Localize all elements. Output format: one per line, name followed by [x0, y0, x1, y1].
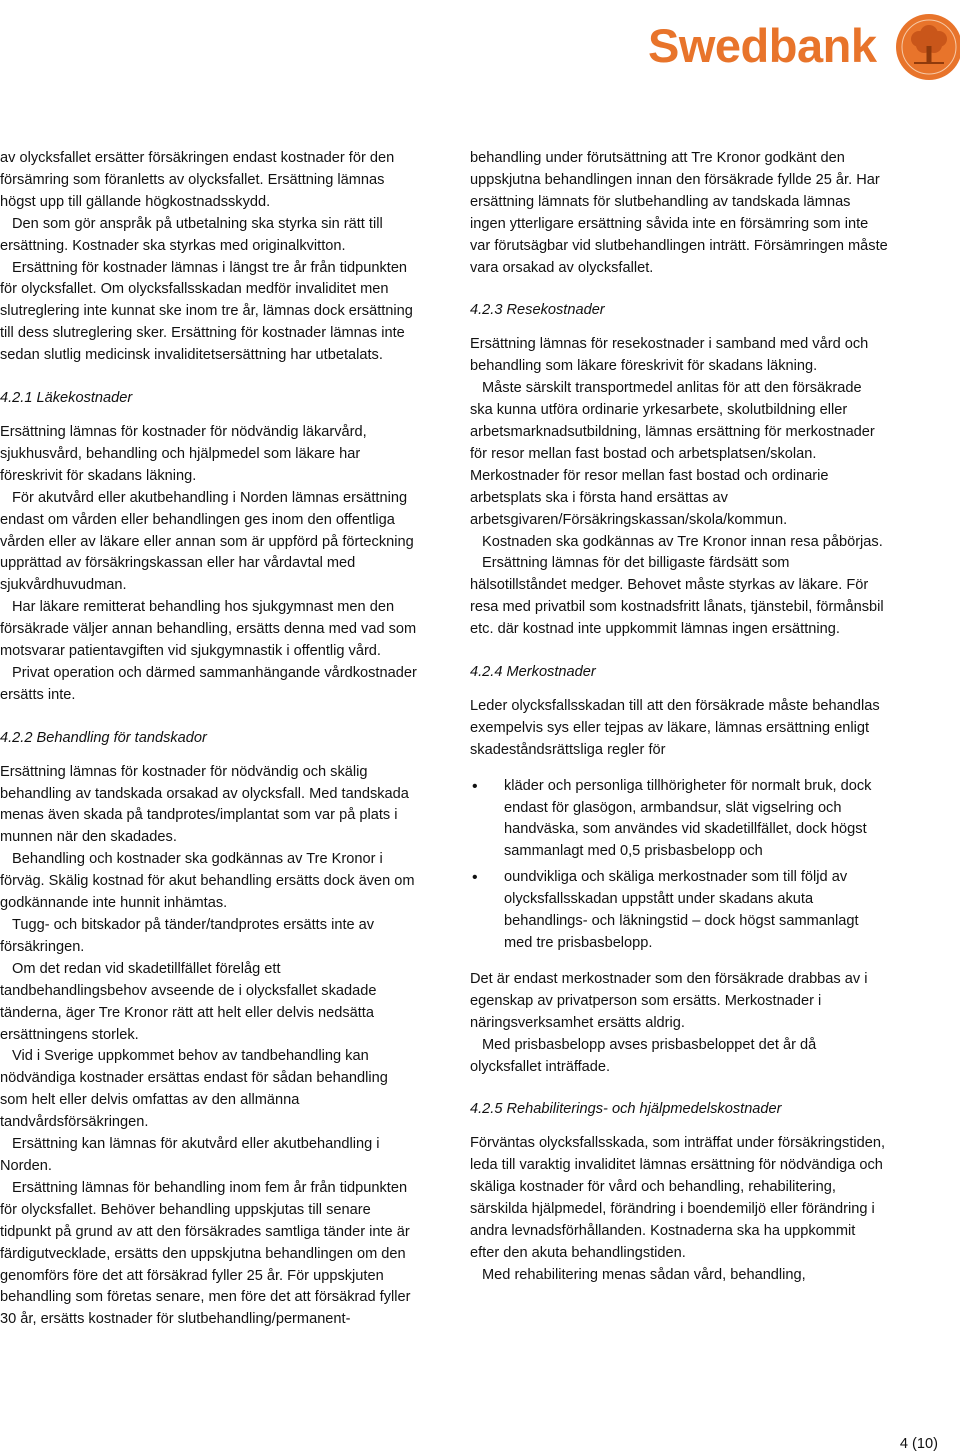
paragraph: Det är endast merkostnader som den försäkrade drabbas av i egenskap av privatperson som ersätts. Merkostnader i näringsverksamhet ersätts aldrig.: [470, 970, 868, 1031]
page-number: 4 (10): [899, 1436, 938, 1452]
section-heading: 4.2.2 Behandling för tandskador: [0, 729, 207, 746]
paragraph: Leder olycksfallsskadan till att den försäkrade måste behandlas exempelvis sys eller tejpas av läkare, lämnas ersättning enligt skadeståndsrättsliga regler för: [470, 697, 880, 758]
section-heading: 4.2.3 Resekostnader: [470, 302, 605, 319]
paragraph: Måste särskilt transportmedel anlitas för att den försäkrade ska kunna utföra ordinarie yrkesarbete, skolutbildning eller arbetsmarknadsutbildning, lämnas ersättning för merkostnader för resor mellan fast bostad och arbetsplatsen/skolan. Merkostnader för resor mellan fast bostad och ordinarie arbetsplats ska i första hand ersättas av arbetsgivaren/Försäkringskassan/skola/kommun.: [470, 380, 875, 528]
paragraph: Ersättning för kostnader lämnas i längst tre år från tidpunkten för olycksfallet. Om olycksfallsskadan medför invaliditet men slutreglering inte kunnat ske inom tre år, lämnas dock ersättning till dess slutreglering sker. Ersättning för kostnader lämnas inte sedan slutlig medicinsk invaliditetsersättning har utbetalats.: [0, 259, 413, 364]
paragraph: Den som gör anspråk på utbetalning ska styrka sin rätt till ersättning. Kostnader ska styrkas med originalkvitton.: [0, 215, 383, 254]
list-item: • kläder och personliga tillhörigheter för normalt bruk, dock endast för glasögon, armbandsur, slät vigselring och handväska, som användes vid skadetillfället, dock högst sammanlagt med 0,5 prisbasbelopp och: [470, 776, 888, 864]
paragraph: Om det redan vid skadetillfället förelåg ett tandbehandlingsbehov avseende de i olycksfallet skadade tänderna, äger Tre Kronor rätt att helt eller delvis nedsätta ersättningens storlek.: [0, 960, 377, 1043]
bullet-list: [470, 776, 888, 955]
paragraph: Ersättning lämnas för det billigaste färdsätt som hälsotillståndet medger. Behovet måste styrkas av läkare. För resa med privatbil som kostnadsfritt lånats, tjänstebil, förmånsbil etc. där kostnad inte uppkommit lämnas ingen ersättning.: [470, 555, 884, 638]
brand-name: Swedbank: [648, 19, 877, 72]
section-heading: 4.2.1 Läkekostnader: [0, 390, 133, 407]
paragraph: behandling under förutsättning att Tre Kronor godkänt den uppskjutna behandlingen innan den försäkrade fyllde 25 år. Har ersättning lämnats för slutbehandling av tandskada lämnas ingen ytterligare ersättning såvida inte en försämring som inte var förutsägbar vid slutbehandlingen inträtt. Försämringen måste vara orsakad av olycksfallet.: [470, 150, 888, 276]
paragraph: Ersättning lämnas för kostnader för nödvändig och skälig behandling av tandskada orsakad av olycksfall. Med tandskada menas även skada på tandprotes/implantat som var på plats i munnen när den skadades.: [0, 763, 409, 846]
section-heading: 4.2.5 Rehabiliterings- och hjälpmedelskostnader: [470, 1101, 782, 1118]
paragraph: Behandling och kostnader ska godkännas av Tre Kronor i förväg. Skälig kostnad för akut behandling ersätts dock även om godkännande inte hunnit inhämtas.: [0, 851, 415, 912]
paragraph: Ersättning kan lämnas för akutvård eller akutbehandling i Norden.: [0, 1136, 380, 1174]
list-item: • oundvikliga och skäliga merkostnader som till följd av olycksfallsskadan uppstått under skadans akuta behandlings- och läkningstid – dock högst sammanlagt med tre prisbasbelopp.: [470, 867, 888, 955]
paragraph: Vid i Sverige uppkommet behov av tandbehandling kan nödvändiga kostnader ersättas endast för sådan behandling som helt eller delvis omfattas av den allmänna tandvårdsförsäkringen.: [0, 1048, 388, 1131]
paragraph: Ersättning lämnas för behandling inom fem år från tidpunkten för olycksfallet. Behöver behandling uppskjutas till senare tidpunkt på grund av att den försäkrades samtliga tänder inte är färdigutvecklade, ersätts den uppskjutna behandlingen om den genomförs före det att försäkrad fyller 25 år. För uppskjuten behandling som företas senare, men före det att försäkrad fyller 30 år, ersätts kostnader för slutbehandling/permanent-: [0, 1179, 411, 1328]
paragraph: Privat operation och därmed sammanhängande vårdkostnader ersätts inte.: [0, 664, 417, 703]
paragraph: Med prisbasbelopp avses prisbasbeloppet det år då olycksfallet inträffade.: [470, 1036, 817, 1075]
left-column: [0, 148, 418, 1331]
section-heading: 4.2.4 Merkostnader: [470, 664, 596, 681]
paragraph: För akutvård eller akutbehandling i Norden lämnas ersättning endast om vården eller behandlingen ges inom den offentliga vården eller av läkare eller annan som är uppförd på förteckning upprättad av försäkringskassan eller har vårdavtal med sjukvårdhuvudman.: [0, 489, 414, 594]
oak-tree-emblem-icon: [894, 12, 960, 82]
paragraph: Förväntas olycksfallsskada, som inträffat under försäkringstiden, leda till varaktig invaliditet lämnas ersättning för nödvändiga och skäliga kostnader för vård och behandling, rehabilitering, särskilda hjälpmedel, förändring i boendemiljö eller förändring i andra levnadsförhållanden. Kostnaderna ska ha uppkommit efter den akuta behandlingstiden.: [470, 1135, 886, 1261]
paragraph: Ersättning lämnas för resekostnader i samband med vård och behandling som läkare föreskrivit för skadans läkning.: [470, 336, 869, 375]
paragraph: Har läkare remitterat behandling hos sjukgymnast men den försäkrade väljer annan behandling, ersätts denna med vad som motsvarar patientavgiften vid sjukgymnastik i offentlig vård.: [0, 599, 417, 660]
paragraph: av olycksfallet ersätter försäkringen endast kostnader för den försämring som föranletts av olycksfallet. Ersättning lämnas högst upp till gällande högkostnadsskydd.: [0, 150, 395, 210]
right-column: [470, 148, 888, 1287]
paragraph: Kostnaden ska godkännas av Tre Kronor innan resa påbörjas.: [482, 533, 883, 550]
paragraph: Tugg- och bitskador på tänder/tandprotes ersätts inte av försäkringen.: [0, 917, 375, 955]
swedbank-logo: [640, 10, 960, 84]
paragraph: Ersättning lämnas för kostnader för nödvändig läkarvård, sjukhusvård, behandling och hjälpmedel som läkare har föreskrivit för skadans läkning.: [0, 423, 367, 484]
paragraph: Med rehabilitering menas sådan vård, behandling,: [482, 1266, 806, 1283]
